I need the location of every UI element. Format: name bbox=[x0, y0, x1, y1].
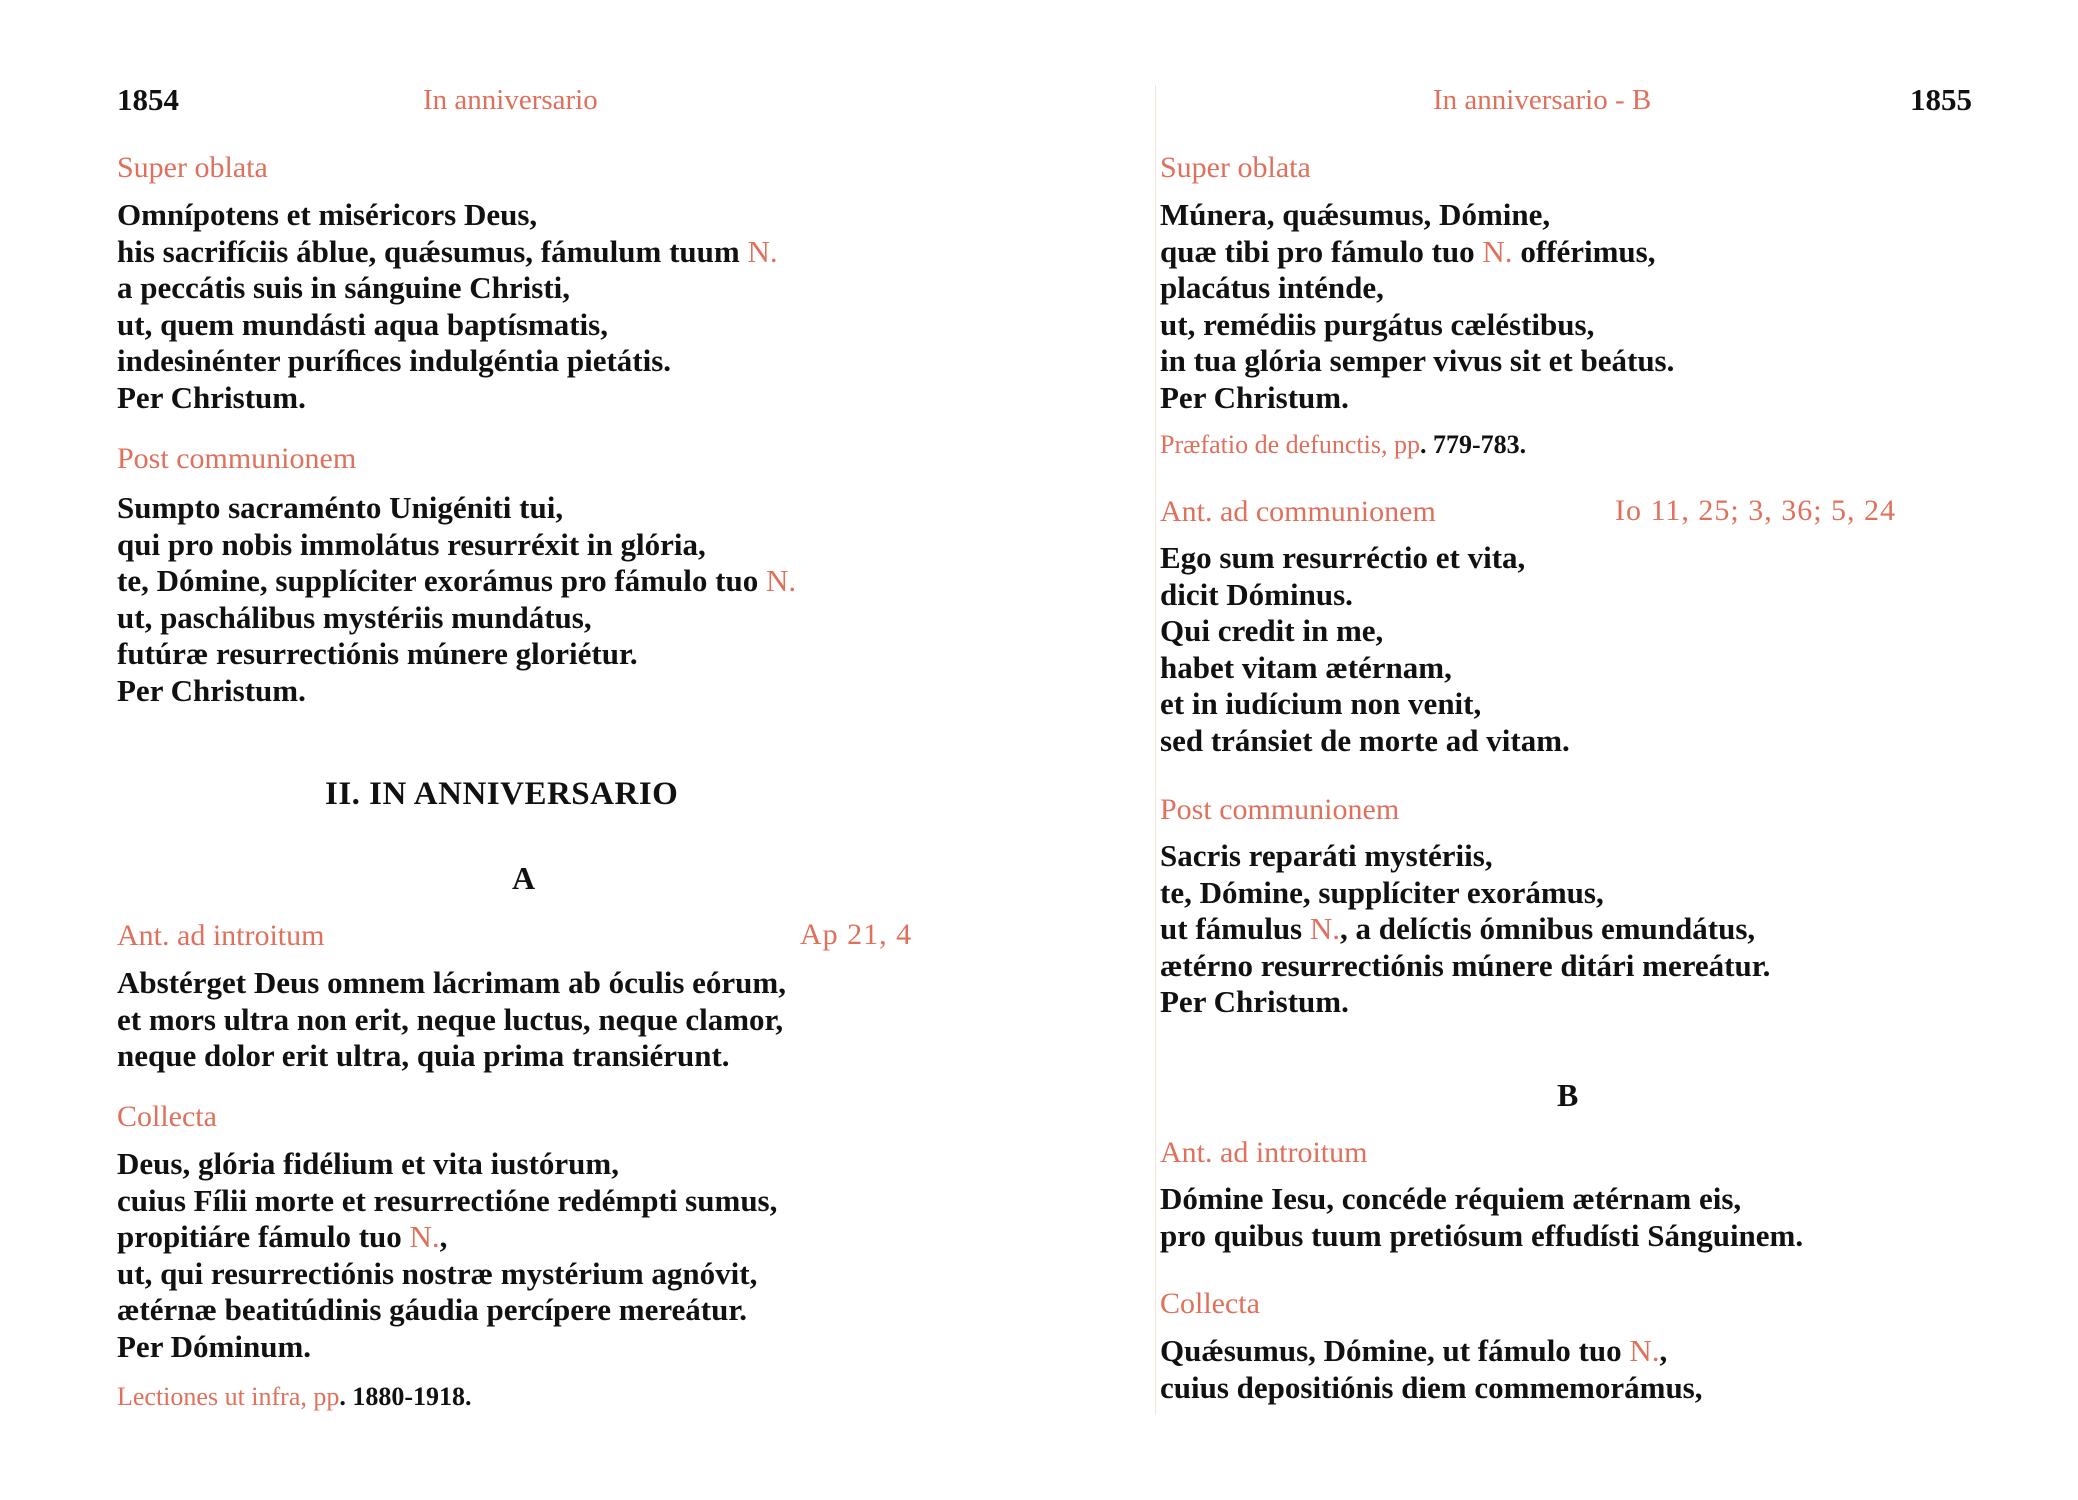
name-marker: N. bbox=[409, 1219, 440, 1254]
prayer-super-oblata bbox=[1160, 197, 1674, 416]
section-letter: B bbox=[1557, 1077, 1579, 1113]
running-head: In anniversario - B bbox=[1433, 84, 1652, 116]
name-marker: N. bbox=[747, 233, 778, 269]
prayer-line: pro quibus tuum pretiósum effudísti Sánguinem. bbox=[1160, 1217, 1804, 1253]
prayer-line: ætérno resurrectiónis múnere ditári mereátur. bbox=[1160, 947, 1771, 983]
prayer-line: neque dolor erit ultra, quia prima transiérunt. bbox=[117, 1038, 730, 1073]
prayer-line: Per Christum. bbox=[117, 379, 306, 415]
antiphon-text bbox=[117, 965, 786, 1075]
prayer-line: te, Dómine, supplíciter exorámus pro fámulo tuo N. bbox=[117, 563, 797, 598]
name-marker: N. bbox=[1629, 1333, 1660, 1368]
prayer-line: quæ tibi pro fámulo tuo N. offérimus, bbox=[1160, 233, 1656, 269]
prayer-line: ut, remédiis purgátus cæléstibus, bbox=[1160, 306, 1595, 342]
section-letter: A bbox=[512, 860, 536, 896]
prayer-line: Per Christum. bbox=[117, 672, 306, 708]
prayer-line: et mors ultra non erit, neque luctus, neque clamor, bbox=[117, 1001, 784, 1037]
rubric-ant-communionem: Ant. ad communionem bbox=[1160, 495, 1436, 528]
prayer-line: a peccátis suis in sánguine Christi, bbox=[117, 270, 571, 305]
rubric-super-oblata: Super oblata bbox=[1160, 151, 1311, 184]
prayer-super-oblata bbox=[117, 197, 778, 416]
prayer-line: Abstérget Deus omnem lácrimam ab óculis eórum, bbox=[117, 965, 786, 1000]
prayer-line: his sacrifíciis áblue, quǽsumus, fámulum tuum N. bbox=[117, 233, 778, 269]
name-marker: N. bbox=[765, 563, 797, 598]
right-page bbox=[1155, 0, 2078, 1500]
prayer-line: qui pro nobis immolátus resurréxit in glória, bbox=[117, 526, 706, 562]
prayer-line: propitiáre fámulo tuo N., bbox=[117, 1219, 448, 1254]
prayer-line: dicit Dóminus. bbox=[1160, 576, 1353, 612]
prayer-line: cuius depositiónis diem commemorámus, bbox=[1160, 1369, 1703, 1405]
prayer-line: placátus inténde, bbox=[1160, 270, 1384, 305]
prayer-post-communionem bbox=[1160, 838, 1770, 1021]
prayer-line: futúræ resurrectiónis múnere gloriétur. bbox=[117, 636, 638, 671]
prayer-line: Ego sum resurréctio et vita, bbox=[1160, 540, 1526, 575]
prayer-line: sed tránsiet de morte ad vitam. bbox=[1160, 722, 1570, 758]
praefatio-note bbox=[1160, 430, 1526, 460]
prayer-collecta bbox=[117, 1146, 777, 1365]
name-marker: N. bbox=[1482, 233, 1513, 269]
prayer-line: ut, qui resurrectiónis nostræ mystérium agnóvit, bbox=[117, 1255, 758, 1291]
prayer-post-communionem bbox=[117, 490, 796, 709]
running-head: In anniversario bbox=[423, 84, 598, 116]
prayer-line: habet vitam ætérnam, bbox=[1160, 649, 1452, 685]
rubric-super-oblata: Super oblata bbox=[117, 151, 268, 184]
prayer-line: Sumpto sacraménto Unigéniti tui, bbox=[117, 490, 564, 525]
prayer-line: ut fámulus N., a delíctis ómnibus emundátus, bbox=[1160, 911, 1756, 946]
lectiones-rubric: Lectiones ut infra, pp bbox=[117, 1382, 340, 1411]
name-marker: N. bbox=[1309, 911, 1341, 946]
rubric-collecta: Collecta bbox=[117, 1100, 217, 1133]
prayer-line: ætérnæ beatitúdinis gáudia percípere mereátur. bbox=[117, 1292, 748, 1327]
scripture-citation: Io 11, 25; 3, 36; 5, 24 bbox=[1615, 494, 1897, 527]
antiphon-text bbox=[1160, 1181, 1803, 1254]
prayer-line: Per Dóminum. bbox=[117, 1328, 312, 1364]
prayer-line: ut, quem mundásti aqua baptísmatis, bbox=[117, 306, 608, 342]
prayer-line: Quǽsumus, Dómine, ut fámulo tuo N., bbox=[1160, 1333, 1668, 1368]
rubric-post-communionem: Post communionem bbox=[1160, 793, 1400, 826]
rubric-collecta: Collecta bbox=[1160, 1287, 1260, 1320]
prayer-line: ut, paschálibus mystériis mundátus, bbox=[117, 599, 592, 635]
rubric-ant-introitum: Ant. ad introitum bbox=[1160, 1136, 1368, 1169]
praefatio-pages: . 779-783. bbox=[1419, 430, 1527, 459]
prayer-line: Omnípotens et miséricors Deus, bbox=[117, 197, 538, 232]
prayer-line: Deus, glória fidélium et vita iustórum, bbox=[117, 1146, 619, 1181]
prayer-line: Sacris reparáti mystériis, bbox=[1160, 838, 1493, 873]
page-number: 1854 bbox=[117, 82, 179, 117]
section-heading: II. IN ANNIVERSARIO bbox=[325, 776, 679, 812]
prayer-line: Qui credit in me, bbox=[1160, 613, 1384, 648]
prayer-line: in tua glória semper vivus sit et beátus. bbox=[1160, 343, 1675, 378]
prayer-line: et in iudícium non venit, bbox=[1160, 686, 1482, 721]
lectiones-note bbox=[117, 1382, 472, 1412]
prayer-line: indesinénter puríﬁces indulgéntia pietátis. bbox=[117, 343, 672, 378]
prayer-line: Per Christum. bbox=[1160, 379, 1349, 415]
prayer-collecta bbox=[1160, 1333, 1703, 1406]
prayer-line: Múnera, quǽsumus, Dómine, bbox=[1160, 197, 1551, 232]
rubric-ant-introitum: Ant. ad introitum bbox=[117, 919, 325, 952]
praefatio-rubric: Præfatio de defunctis, pp bbox=[1160, 430, 1420, 459]
prayer-line: te, Dómine, supplíciter exorámus, bbox=[1160, 874, 1604, 910]
rubric-post-communionem: Post communionem bbox=[117, 442, 357, 475]
scripture-citation: Ap 21, 4 bbox=[800, 918, 913, 951]
lectiones-pages: . 1880-1918. bbox=[339, 1382, 472, 1411]
antiphon-text bbox=[1160, 540, 1570, 759]
page-number: 1855 bbox=[1910, 82, 1972, 117]
prayer-line: Per Christum. bbox=[1160, 984, 1349, 1019]
prayer-line: Dómine Iesu, concéde réquiem ætérnam eis, bbox=[1160, 1181, 1742, 1216]
prayer-line: cuius Fílii morte et resurrectióne redémpti sumus, bbox=[117, 1182, 778, 1218]
